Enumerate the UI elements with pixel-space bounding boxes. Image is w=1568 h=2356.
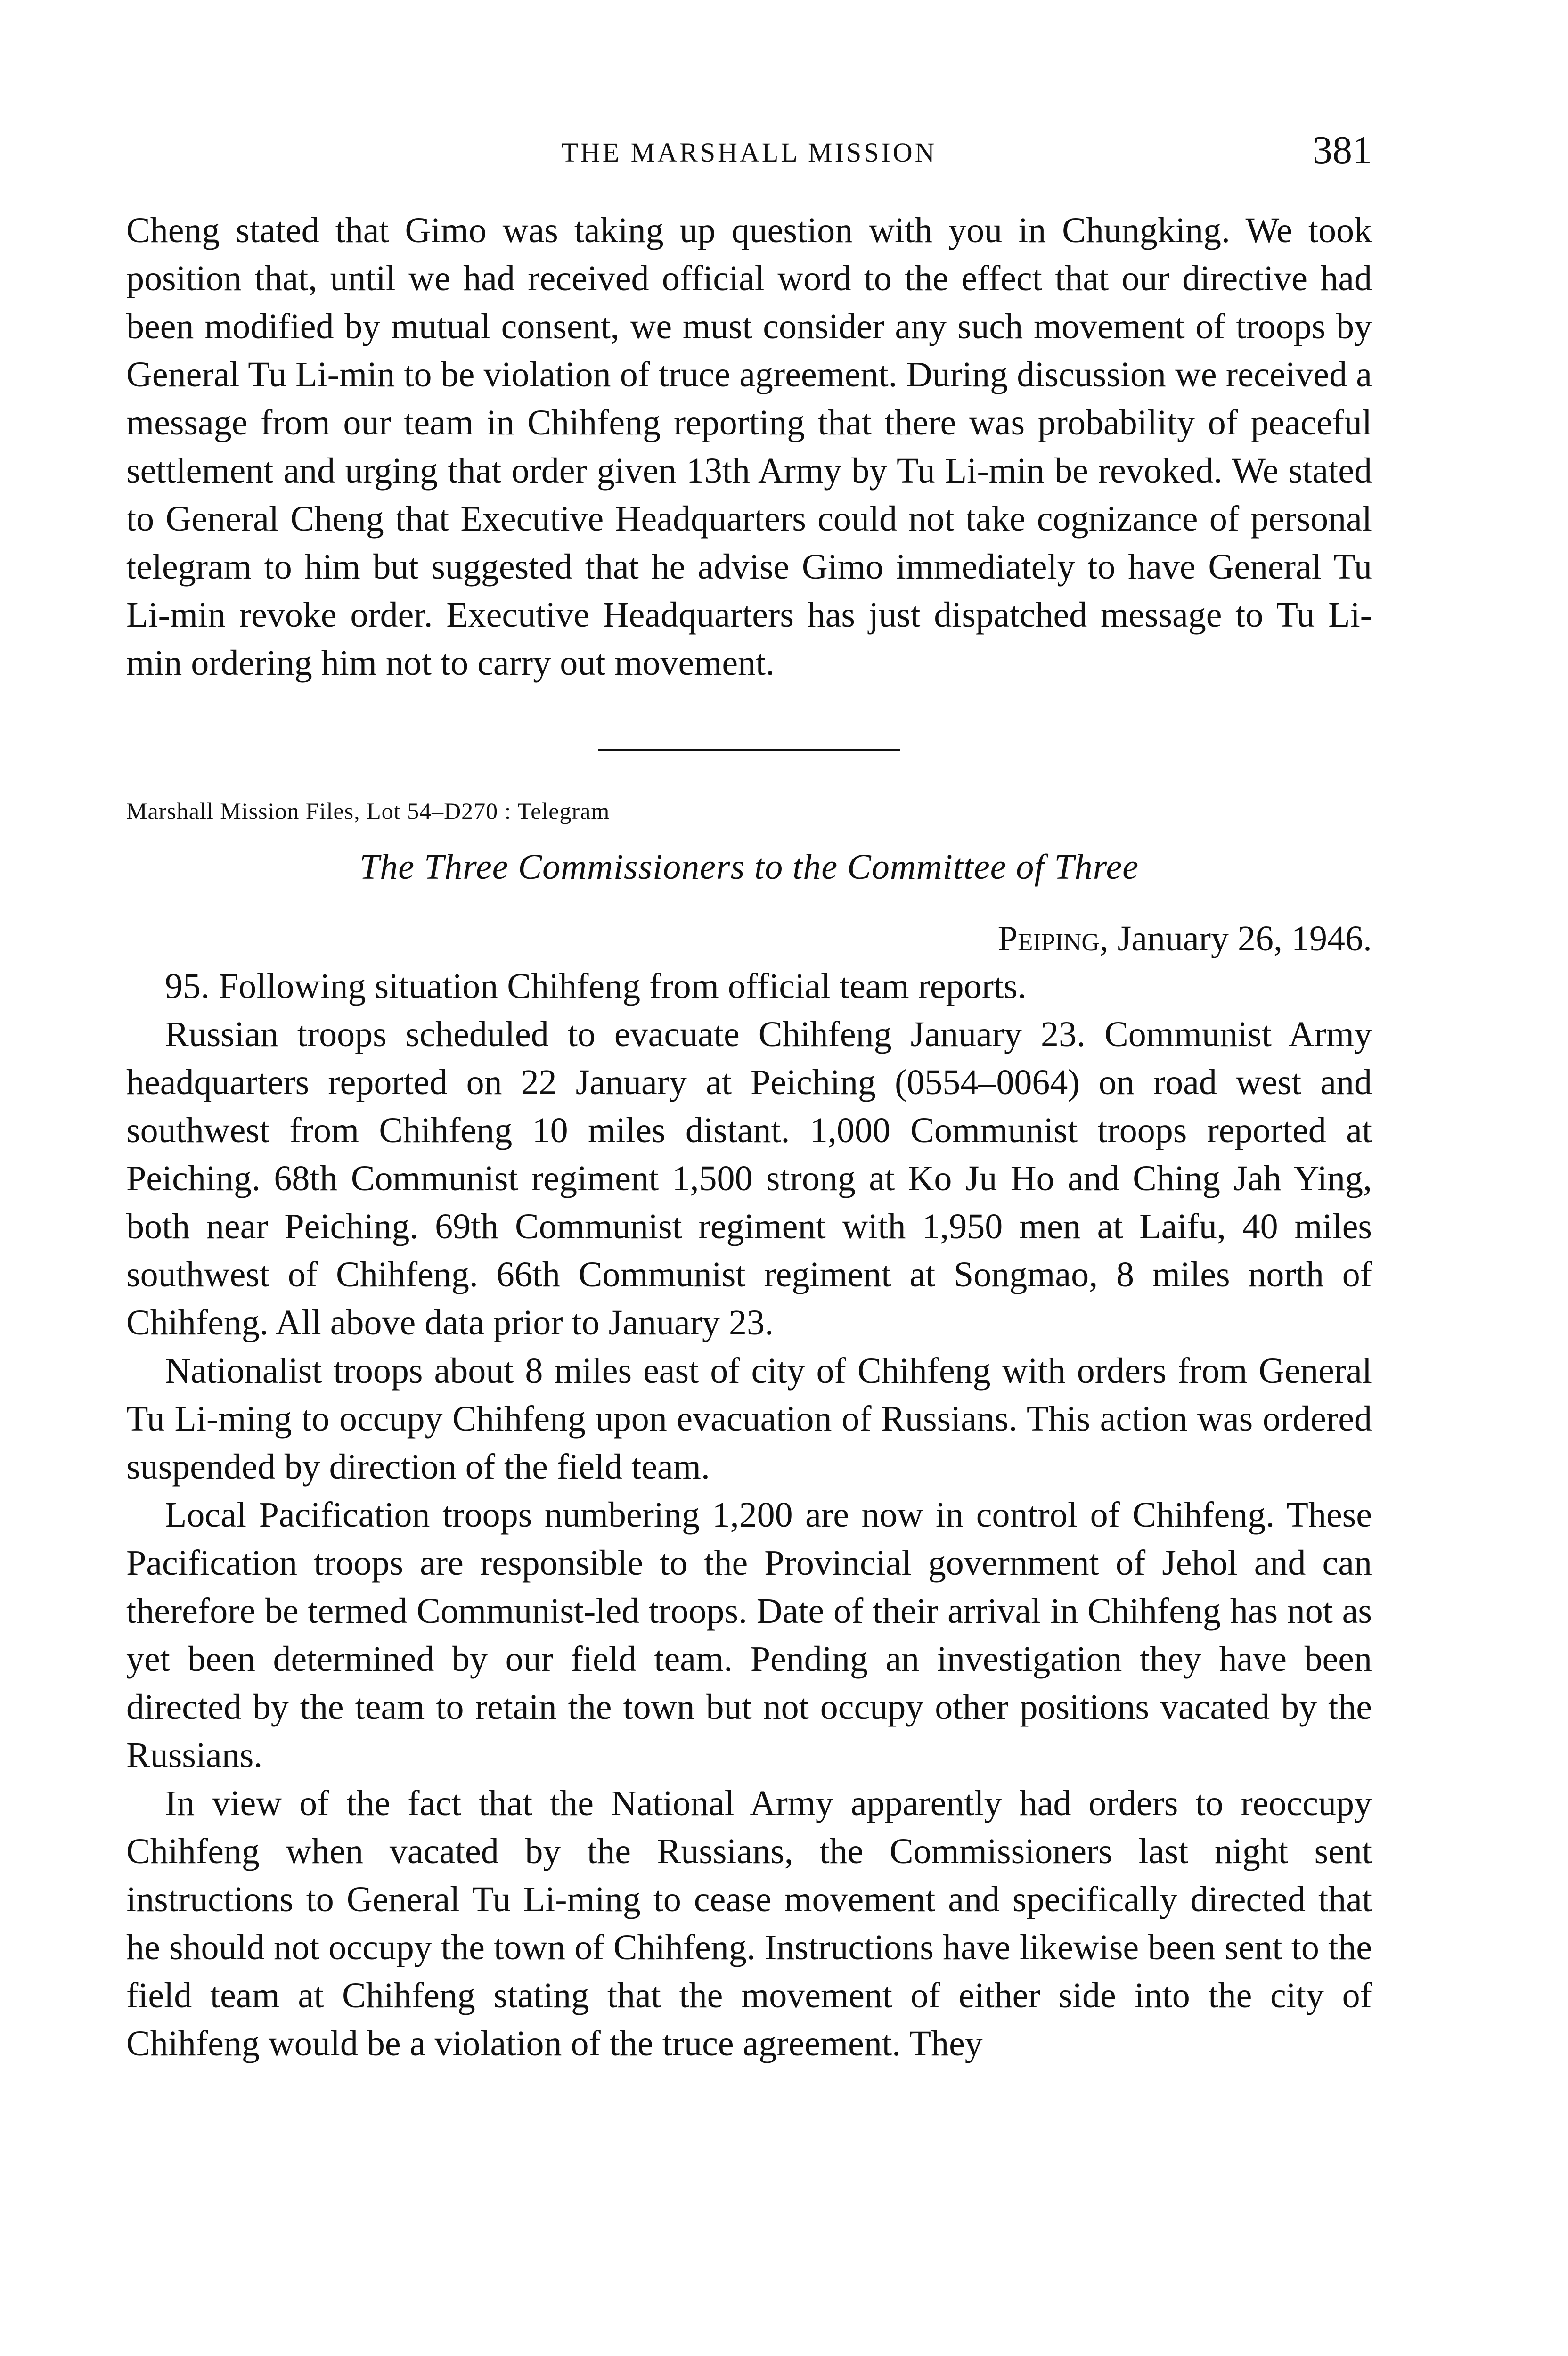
page-number: 381 [1313,128,1372,172]
body-text [126,206,1372,2068]
continuation-paragraph: Cheng stated that Gimo was taking up question with you in Chungking. We took position that, until we had received official word to the effect that our directive had been modified by mutual consent, we must consider any such movement of troops by General Tu Li-min to be violation of truce agreement. During discussion we received a message from our team in Chihfeng reporting that there was probability of peaceful settlement and urging that order given 13th Army by Tu Li-min be revoked. We stated to General Cheng that Executive Headquarters could not take cognizance of personal telegram to him but suggested that he advise Gimo immediately to have General Tu Li-min revoke order. Executive Headquarters has just dispatched message to Tu Li-min ordering him not to carry out movement. [126,211,1372,683]
document-source: Marshall Mission Files, Lot 54–D270 : Telegram [126,798,610,824]
dateline-date: January 26, 1946. [1117,919,1372,958]
page-header [126,127,1372,174]
section-divider [598,749,900,751]
paragraph: 95. Following situation Chihfeng from official team reports. [165,966,1027,1006]
document-page [126,0,1372,2356]
paragraph: Local Pacification troops numbering 1,200 are now in control of Chihfeng. These Pacification troops are responsible to the Provincial government of Jehol and can therefore be termed Communist-led troops. Date of their arrival in Chihfeng has not as yet been determined by our field team. Pending an investigation they have been directed by the team to retain the town but not occupy other positions vacated by the Russians. [126,1495,1372,1775]
dateline [126,915,1372,962]
running-head: THE MARSHALL MISSION [561,137,937,168]
document-title: The Three Commissioners to the Committee of Three [359,847,1139,887]
paragraph: Russian troops scheduled to evacuate Chihfeng January 23. Communist Army headquarters reported on 22 January at Peiching (0554–0064) on road west and southwest from Chihfeng 10 miles distant. 1,000 Communist troops reported at Peiching. 68th Communist regiment 1,500 strong at Ko Ju Ho and Ching Jah Ying, both near Peiching. 69th Communist regiment with 1,950 men at Laifu, 40 miles southwest of Chihfeng. 66th Communist regiment at Songmao, 8 miles north of Chihfeng. All above data prior to January 23. [126,1014,1372,1342]
paragraph: In view of the fact that the National Army apparently had orders to reoccupy Chihfeng when vacated by the Russians, the Commissioners last night sent instructions to General Tu Li-ming to cease movement and specifically directed that he should not occupy the town of Chihfeng. Instructions have likewise been sent to the field team at Chihfeng stating that the movement of either side into the city of Chihfeng would be a violation of the truce agreement. They [126,1783,1372,2063]
dateline-place: Peiping, [997,919,1109,958]
paragraph: Nationalist troops about 8 miles east of city of Chihfeng with orders from General Tu Li-ming to occupy Chihfeng upon evacuation of Russians. This action was ordered suspended by direction of the field team. [126,1351,1372,1487]
